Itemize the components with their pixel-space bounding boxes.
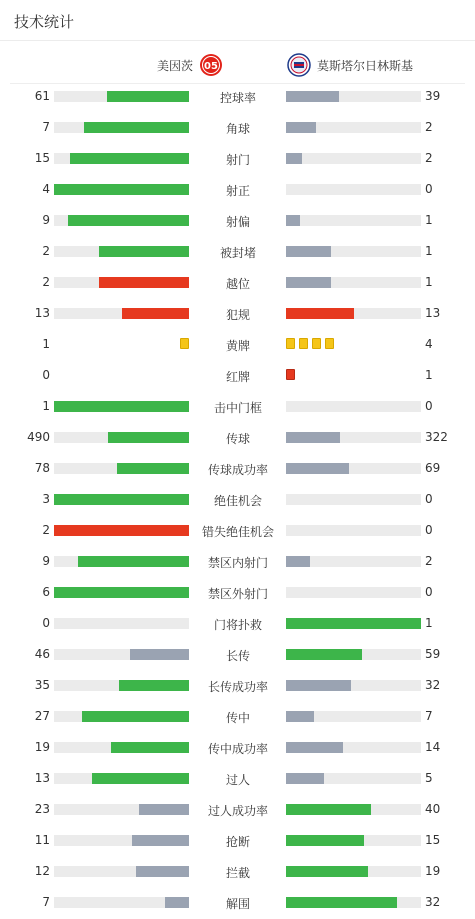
away-value: 0 bbox=[425, 523, 433, 537]
home-value: 46 bbox=[34, 647, 50, 661]
stat-label: 解围 bbox=[225, 897, 250, 911]
away-bar bbox=[286, 835, 364, 846]
home-bar bbox=[99, 277, 189, 288]
stat-label: 错失绝佳机会 bbox=[201, 525, 274, 539]
away-value: 1 bbox=[425, 368, 433, 382]
stat-row bbox=[0, 763, 475, 794]
away-value: 5 bbox=[425, 771, 433, 785]
away-bar-track bbox=[286, 897, 421, 908]
away-bar-track bbox=[286, 680, 421, 691]
yellow-card-icon bbox=[325, 338, 334, 349]
home-bar-track bbox=[54, 587, 189, 598]
home-value: 2 bbox=[42, 523, 50, 537]
home-value: 1 bbox=[42, 337, 50, 351]
stat-row bbox=[0, 391, 475, 422]
home-bar bbox=[139, 804, 189, 815]
stat-label: 过人 bbox=[225, 773, 250, 787]
away-bar bbox=[286, 153, 302, 164]
stat-row bbox=[0, 515, 475, 546]
away-team-name: 莫斯塔尔日林斯基 bbox=[317, 58, 414, 73]
stat-row bbox=[0, 174, 475, 205]
home-bar-track bbox=[54, 866, 189, 877]
away-bar bbox=[286, 308, 354, 319]
home-bar-track bbox=[54, 649, 189, 660]
away-bar bbox=[286, 122, 316, 133]
home-bar-track bbox=[54, 184, 189, 195]
home-bar-track bbox=[54, 153, 189, 164]
home-value: 0 bbox=[42, 616, 50, 630]
stat-row bbox=[0, 422, 475, 453]
home-bar-track bbox=[54, 91, 189, 102]
away-value: 69 bbox=[425, 461, 441, 475]
home-bar bbox=[70, 153, 189, 164]
home-value: 7 bbox=[42, 120, 50, 134]
stat-label: 击中门框 bbox=[213, 401, 262, 415]
red-card-icon bbox=[286, 369, 295, 380]
stat-label: 射门 bbox=[225, 153, 250, 167]
stat-row bbox=[0, 267, 475, 298]
away-bar-track bbox=[286, 742, 421, 753]
stat-row bbox=[0, 577, 475, 608]
home-team-logo-icon bbox=[199, 53, 223, 77]
home-value: 9 bbox=[42, 554, 50, 568]
stat-row bbox=[0, 546, 475, 577]
yellow-card-icon bbox=[312, 338, 321, 349]
away-bar bbox=[286, 866, 368, 877]
away-value: 19 bbox=[425, 864, 441, 878]
page-title: 技术统计 bbox=[14, 13, 75, 31]
home-bar-track bbox=[54, 401, 189, 412]
away-value: 1 bbox=[425, 213, 433, 227]
away-bar-track bbox=[286, 649, 421, 660]
away-bar bbox=[286, 649, 362, 660]
home-bar-track bbox=[54, 618, 189, 629]
away-bar bbox=[286, 556, 310, 567]
home-bar-track bbox=[54, 277, 189, 288]
away-value: 1 bbox=[425, 275, 433, 289]
away-team-logo-icon bbox=[287, 53, 311, 77]
home-bar-track bbox=[54, 463, 189, 474]
home-value: 2 bbox=[42, 244, 50, 258]
home-bar bbox=[54, 494, 189, 505]
home-value: 23 bbox=[34, 802, 50, 816]
away-bar-track bbox=[286, 556, 421, 567]
home-bar-track bbox=[54, 556, 189, 567]
away-value: 39 bbox=[425, 89, 441, 103]
home-bar-track bbox=[54, 711, 189, 722]
stat-row bbox=[0, 205, 475, 236]
stat-label: 控球率 bbox=[219, 91, 256, 105]
stat-row bbox=[0, 453, 475, 484]
stat-label: 传球 bbox=[225, 432, 250, 446]
home-team[interactable] bbox=[157, 53, 223, 77]
home-bar bbox=[132, 835, 189, 846]
away-value: 15 bbox=[425, 833, 441, 847]
home-bar bbox=[68, 215, 190, 226]
home-bar bbox=[92, 773, 189, 784]
stat-row bbox=[0, 856, 475, 887]
yellow-card-icon bbox=[180, 338, 189, 349]
stat-row bbox=[0, 329, 475, 360]
home-bar-track bbox=[54, 804, 189, 815]
stat-row bbox=[0, 887, 475, 918]
stat-row bbox=[0, 112, 475, 143]
away-bar-track bbox=[286, 463, 421, 474]
header bbox=[0, 0, 475, 41]
stat-row bbox=[0, 298, 475, 329]
stat-label: 禁区内射门 bbox=[207, 556, 268, 570]
away-bar bbox=[286, 432, 340, 443]
away-bar bbox=[286, 277, 331, 288]
home-bar bbox=[130, 649, 189, 660]
home-bar bbox=[165, 897, 189, 908]
stat-label: 射正 bbox=[225, 184, 250, 198]
away-bar-track bbox=[286, 525, 421, 536]
away-bar-track bbox=[286, 215, 421, 226]
home-team-name: 美因茨 bbox=[156, 58, 193, 73]
home-bar-track bbox=[54, 215, 189, 226]
away-bar-track bbox=[286, 184, 421, 195]
home-bar bbox=[54, 525, 189, 536]
away-value: 59 bbox=[425, 647, 441, 661]
away-bar-track bbox=[286, 835, 421, 846]
stat-label: 犯规 bbox=[225, 308, 250, 322]
away-bar bbox=[286, 463, 349, 474]
home-bar bbox=[119, 680, 189, 691]
away-bar-track bbox=[286, 804, 421, 815]
home-value: 3 bbox=[42, 492, 50, 506]
away-bar-track bbox=[286, 401, 421, 412]
away-value: 2 bbox=[425, 554, 433, 568]
away-cards bbox=[286, 338, 334, 349]
away-value: 32 bbox=[425, 678, 441, 692]
home-bar bbox=[54, 401, 189, 412]
away-value: 7 bbox=[425, 709, 433, 723]
stat-row bbox=[0, 484, 475, 515]
home-bar bbox=[78, 556, 189, 567]
home-value: 2 bbox=[42, 275, 50, 289]
away-bar-track bbox=[286, 494, 421, 505]
away-value: 2 bbox=[425, 120, 433, 134]
home-value: 13 bbox=[34, 306, 50, 320]
home-value: 1 bbox=[42, 399, 50, 413]
home-bar bbox=[107, 91, 189, 102]
stat-row bbox=[0, 360, 475, 391]
away-bar bbox=[286, 680, 351, 691]
home-bar bbox=[82, 711, 189, 722]
stat-row bbox=[0, 608, 475, 639]
home-bar-track bbox=[54, 897, 189, 908]
away-value: 2 bbox=[425, 151, 433, 165]
away-value: 0 bbox=[425, 182, 433, 196]
home-bar-track bbox=[54, 494, 189, 505]
away-bar bbox=[286, 711, 314, 722]
stat-label: 传中 bbox=[225, 711, 250, 725]
away-value: 40 bbox=[425, 802, 441, 816]
away-value: 322 bbox=[425, 430, 448, 444]
away-value: 0 bbox=[425, 492, 433, 506]
home-bar-track bbox=[54, 308, 189, 319]
away-value: 0 bbox=[425, 399, 433, 413]
teams-header bbox=[10, 41, 465, 84]
away-bar-track bbox=[286, 308, 421, 319]
away-value: 1 bbox=[425, 244, 433, 258]
stat-label: 门将扑救 bbox=[213, 618, 262, 632]
home-value: 13 bbox=[34, 771, 50, 785]
away-bar bbox=[286, 897, 397, 908]
svg-text:05: 05 bbox=[204, 61, 218, 72]
stat-label: 黄牌 bbox=[225, 339, 250, 353]
home-value: 0 bbox=[42, 368, 50, 382]
home-value: 9 bbox=[42, 213, 50, 227]
away-bar-track bbox=[286, 246, 421, 257]
stat-label: 绝佳机会 bbox=[213, 494, 262, 508]
home-bar bbox=[54, 587, 189, 598]
yellow-card-icon bbox=[286, 338, 295, 349]
stat-label: 传中成功率 bbox=[207, 742, 268, 756]
away-value: 14 bbox=[425, 740, 441, 754]
home-bar bbox=[122, 308, 190, 319]
away-bar-track bbox=[286, 773, 421, 784]
home-bar bbox=[99, 246, 189, 257]
home-value: 61 bbox=[34, 89, 50, 103]
stat-row bbox=[0, 639, 475, 670]
away-bar bbox=[286, 215, 300, 226]
home-value: 7 bbox=[42, 895, 50, 909]
away-value: 0 bbox=[425, 585, 433, 599]
home-value: 4 bbox=[42, 182, 50, 196]
away-value: 4 bbox=[425, 337, 433, 351]
away-bar bbox=[286, 804, 371, 815]
stat-label: 射偏 bbox=[225, 215, 250, 229]
away-bar bbox=[286, 91, 339, 102]
stat-row bbox=[0, 670, 475, 701]
stat-row bbox=[0, 701, 475, 732]
stat-label: 角球 bbox=[225, 122, 250, 136]
home-bar bbox=[117, 463, 189, 474]
away-value: 13 bbox=[425, 306, 441, 320]
away-value: 1 bbox=[425, 616, 433, 630]
stat-label: 过人成功率 bbox=[207, 804, 268, 818]
home-cards bbox=[180, 338, 189, 349]
home-bar bbox=[108, 432, 189, 443]
home-value: 490 bbox=[27, 430, 50, 444]
stat-row bbox=[0, 81, 475, 112]
home-bar bbox=[54, 184, 189, 195]
away-bar bbox=[286, 246, 331, 257]
away-bar-track bbox=[286, 432, 421, 443]
away-team[interactable] bbox=[287, 53, 413, 77]
stat-label: 长传 bbox=[225, 649, 250, 663]
stat-row bbox=[0, 825, 475, 856]
away-bar-track bbox=[286, 153, 421, 164]
home-value: 11 bbox=[34, 833, 50, 847]
home-value: 15 bbox=[34, 151, 50, 165]
home-bar bbox=[111, 742, 189, 753]
home-value: 27 bbox=[34, 709, 50, 723]
stat-row bbox=[0, 794, 475, 825]
stat-row bbox=[0, 236, 475, 267]
stat-row bbox=[0, 143, 475, 174]
stat-label: 长传成功率 bbox=[207, 680, 268, 694]
stat-label: 被封堵 bbox=[219, 246, 256, 260]
stats-list bbox=[0, 81, 475, 918]
home-bar bbox=[136, 866, 189, 877]
away-bar-track bbox=[286, 587, 421, 598]
stat-label: 禁区外射门 bbox=[207, 587, 268, 601]
stat-label: 传球成功率 bbox=[207, 463, 268, 477]
home-value: 19 bbox=[34, 740, 50, 754]
home-bar-track bbox=[54, 246, 189, 257]
home-value: 6 bbox=[42, 585, 50, 599]
home-bar-track bbox=[54, 835, 189, 846]
stat-label: 拦截 bbox=[225, 866, 250, 880]
away-cards bbox=[286, 369, 295, 380]
home-bar-track bbox=[54, 680, 189, 691]
home-bar-track bbox=[54, 742, 189, 753]
away-value: 32 bbox=[425, 895, 441, 909]
away-bar bbox=[286, 742, 343, 753]
away-bar-track bbox=[286, 91, 421, 102]
home-bar-track bbox=[54, 122, 189, 133]
home-bar-track bbox=[54, 432, 189, 443]
away-bar-track bbox=[286, 711, 421, 722]
away-bar bbox=[286, 773, 324, 784]
away-bar-track bbox=[286, 866, 421, 877]
home-value: 35 bbox=[34, 678, 50, 692]
home-bar-track bbox=[54, 525, 189, 536]
away-bar-track bbox=[286, 277, 421, 288]
stat-label: 抢断 bbox=[225, 835, 250, 849]
stat-row bbox=[0, 732, 475, 763]
home-bar-track bbox=[54, 773, 189, 784]
home-value: 78 bbox=[34, 461, 50, 475]
home-bar bbox=[84, 122, 189, 133]
away-bar-track bbox=[286, 618, 421, 629]
yellow-card-icon bbox=[299, 338, 308, 349]
stat-label: 越位 bbox=[225, 277, 250, 291]
away-bar-track bbox=[286, 122, 421, 133]
away-bar bbox=[286, 618, 421, 629]
home-value: 12 bbox=[34, 864, 50, 878]
stat-label: 红牌 bbox=[225, 370, 250, 384]
